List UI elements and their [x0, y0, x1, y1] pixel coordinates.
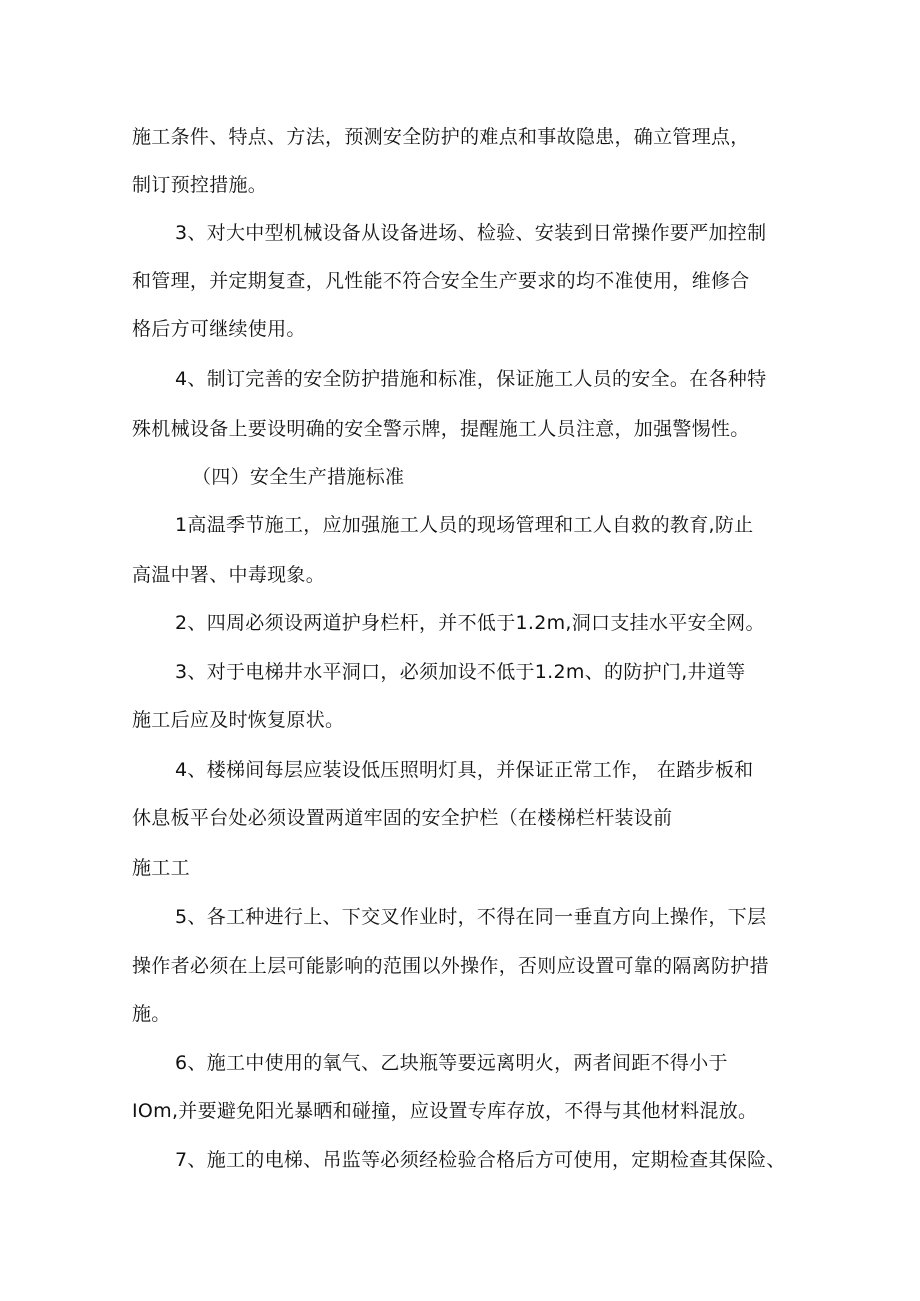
- text-line: 制订预控措施。: [132, 174, 268, 196]
- text-line: 6、施工中使用的氧气、乙块瓶等要远离明火，两者间距不得小于: [175, 1052, 728, 1074]
- text-line: 休息板平台处必须设置两道牢固的安全护栏（在楼梯栏杆装设前: [132, 807, 673, 829]
- text-line: 施工条件、特点、方法，预测安全防护的难点和事故隐患，确立管理点，: [132, 126, 750, 148]
- text-line: 施。: [132, 1003, 171, 1025]
- text-line: 4、制订完善的安全防护措施和标准，保证施工人员的安全。在各种特: [175, 368, 767, 390]
- section-heading: （四）安全生产措施标准: [192, 466, 405, 488]
- text-line: 5、各工种进行上、下交叉作业时，不得在同一垂直方向上操作，下层: [175, 906, 767, 928]
- text-line: 3、对大中型机械设备从设备进场、检验、安装到日常操作要严加控制: [175, 222, 767, 244]
- text-line: 7、施工的电梯、吊监等必须经检验合格后方可使用，定期检查其保险、: [175, 1149, 786, 1171]
- text-line: 高温中署、中毒现象。: [132, 564, 326, 586]
- text-line: 2、四周必须设两道护身栏杆，并不低于1.2m,洞口支挂水平安全网。: [175, 612, 765, 634]
- text-line: 施工后应及时恢复原状。: [132, 709, 345, 731]
- text-line: 殊机械设备上要设明确的安全警示牌，提醒施工人员注意，加强警惕性。: [132, 418, 750, 440]
- text-line: 格后方可继续使用。: [132, 318, 306, 340]
- text-line: 4、楼梯间每层应装设低压照明灯具，并保证正常工作， 在踏步板和: [175, 759, 754, 781]
- text-line: 3、对于电梯井水平洞口，必须加设不低于1.2m、的防护门,井道等: [175, 661, 746, 683]
- text-line: 操作者必须在上层可能影响的范围以外操作，否则应设置可靠的隔离防护措: [132, 955, 769, 977]
- text-line: 和管理，并定期复查，凡性能不符合安全生产要求的均不准使用，维修合: [132, 270, 750, 292]
- text-line: 施工工: [132, 857, 190, 879]
- text-line: IOm,并要避免阳光暴晒和碰撞，应设置专库存放，不得与其他材料混放。: [132, 1100, 758, 1122]
- text-line: 1高温季节施工，应加强施工人员的现场管理和工人自救的教育,防止: [175, 514, 754, 536]
